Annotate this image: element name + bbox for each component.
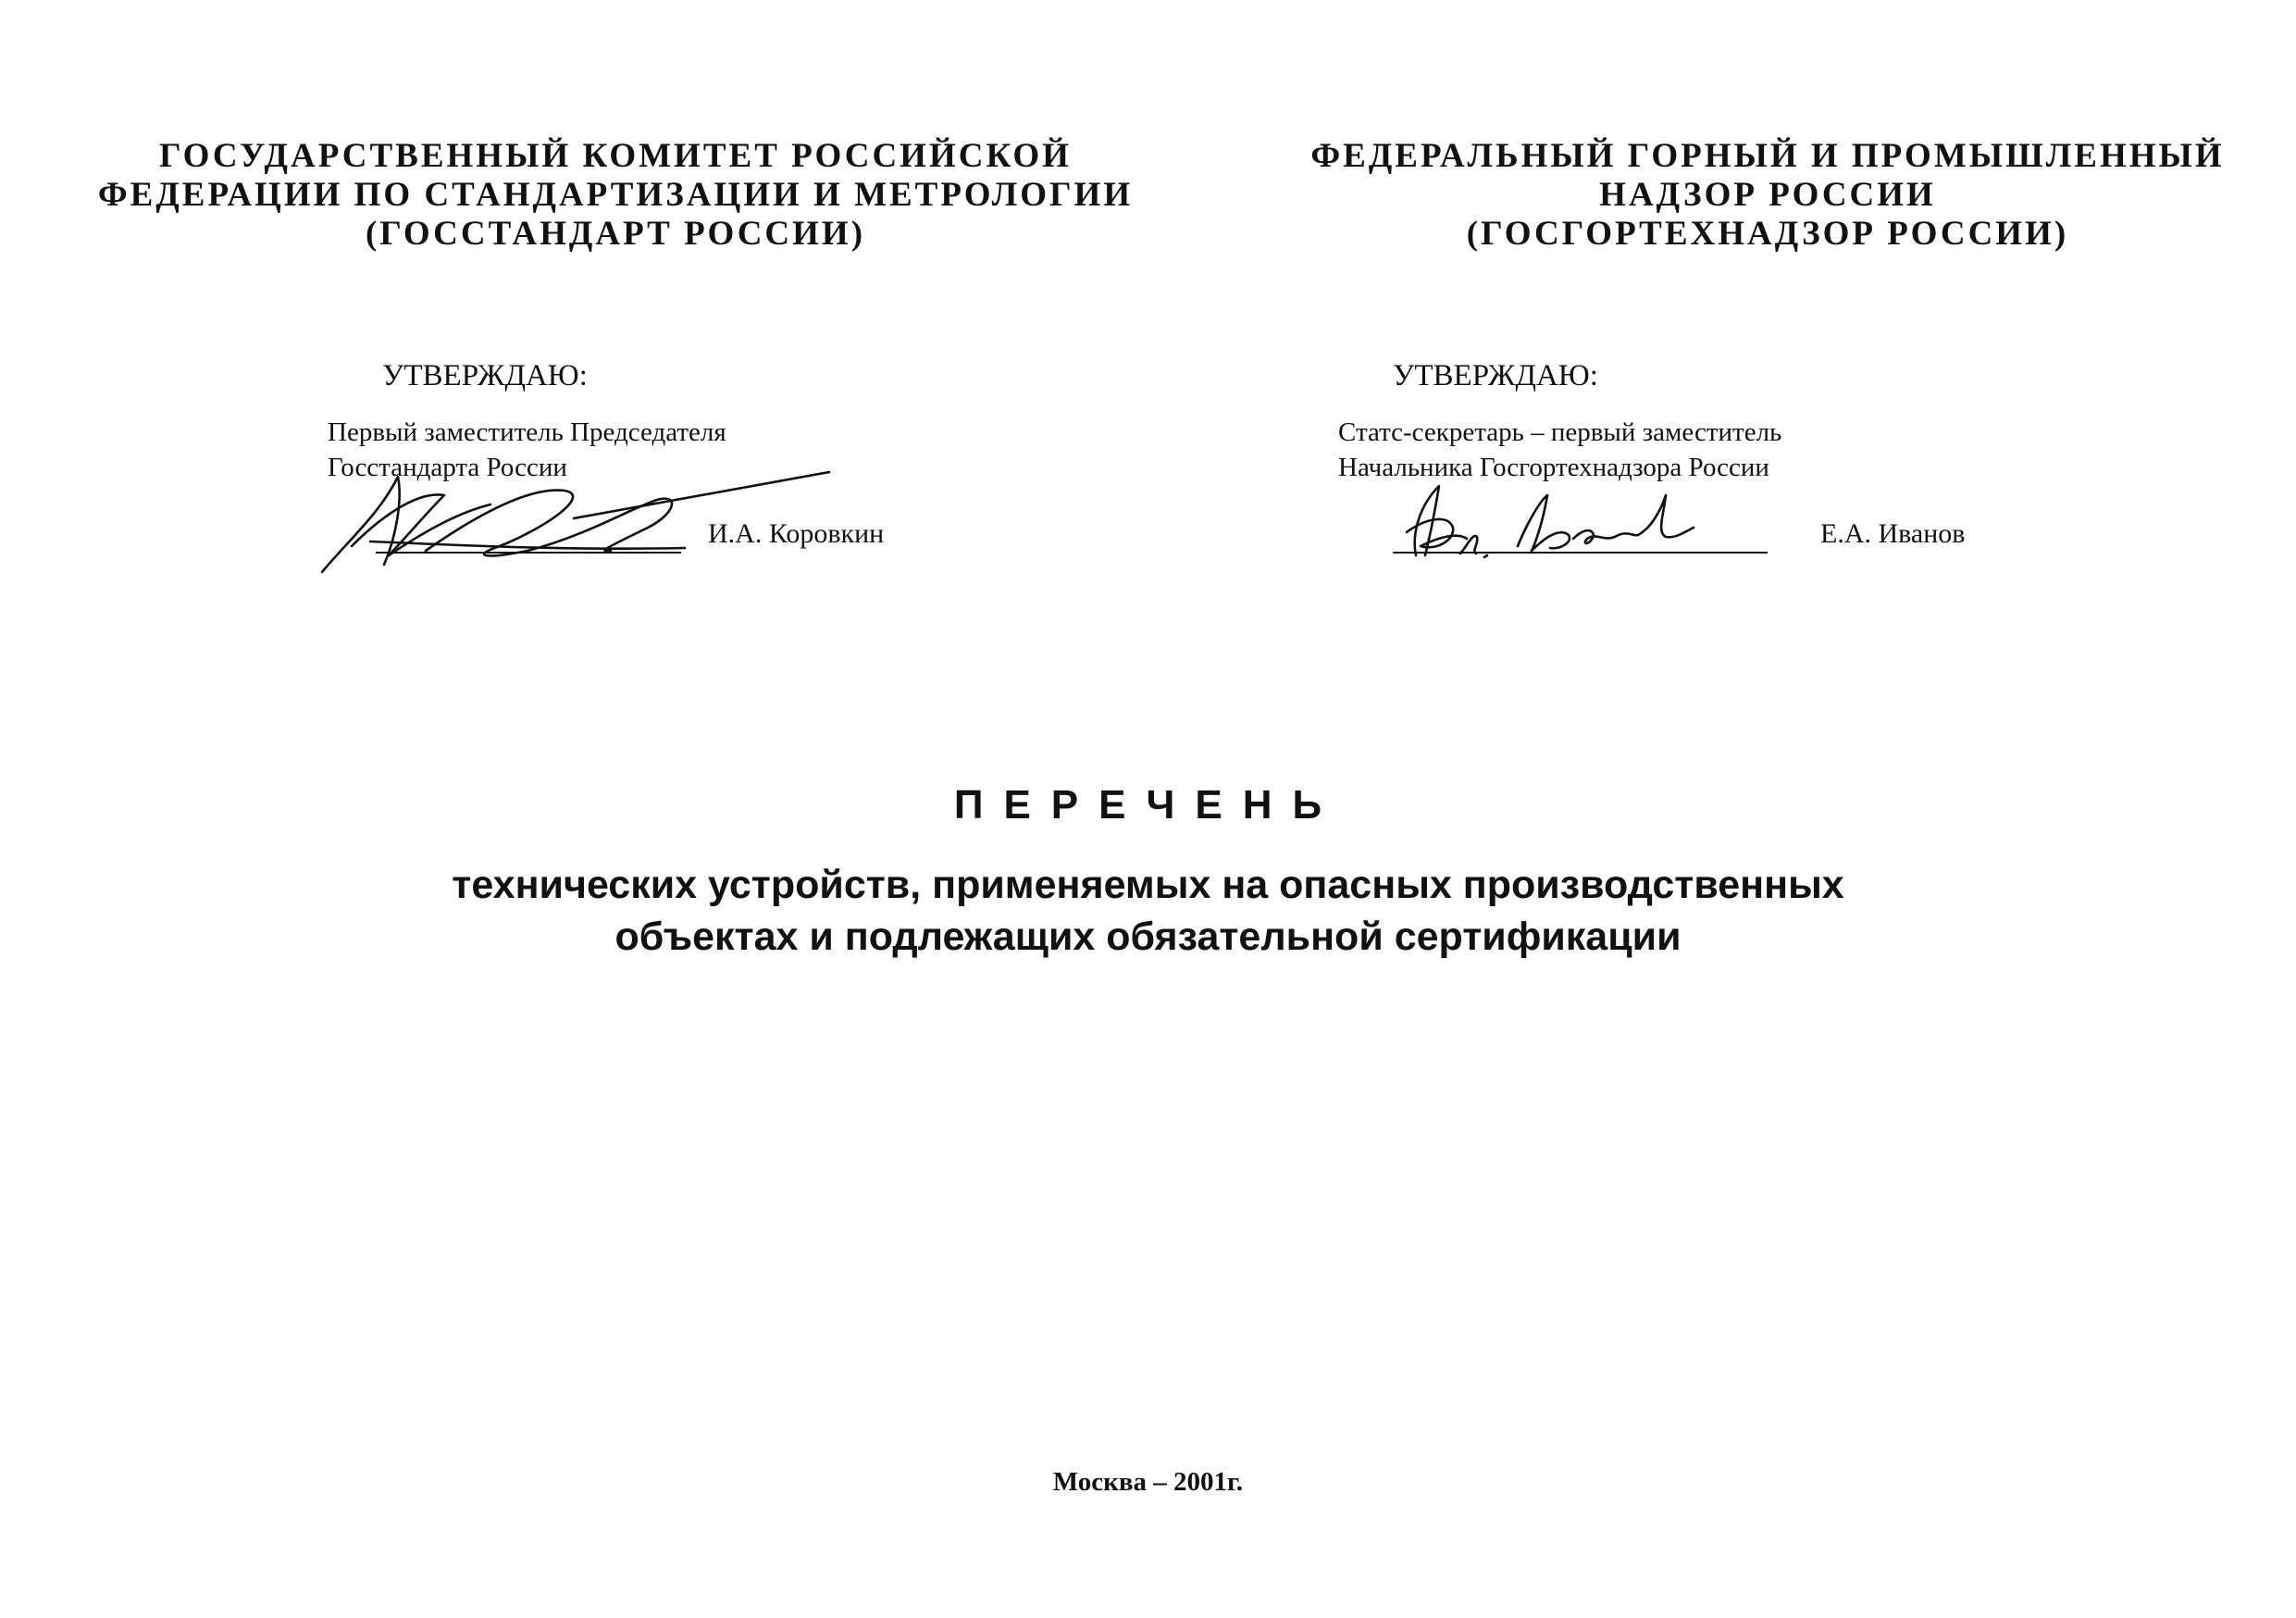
left-authority-line-2: ФЕДЕРАЦИИ ПО СТАНДАРТИЗАЦИИ И МЕТРОЛОГИИ [97, 176, 1134, 214]
left-authority-line-3: (ГОССТАНДАРТ РОССИИ) [365, 215, 866, 253]
left-authority-line-1: ГОСУДАРСТВЕННЫЙ КОМИТЕТ РОССИЙСКОЙ [159, 137, 1072, 175]
right-authority-line-2: НАДЗОР РОССИИ [1599, 176, 1936, 214]
right-signer-position [1338, 415, 1781, 485]
right-approve-label: УТВЕРЖДАЮ: [1393, 359, 1598, 392]
document-subtitle-line-2: объектах и подлежащих обязательной сертификации [614, 915, 1682, 959]
document-subtitle-line-1: технических устройств, применяемых на опасных производственных [452, 863, 1844, 907]
left-signer-name: И.А. Коровкин [708, 518, 885, 549]
left-approve-label: УТВЕРЖДАЮ: [382, 359, 588, 392]
left-position-line-2: Госстандарта России [328, 453, 567, 482]
document-title: ПЕРЕЧЕНЬ [953, 782, 1343, 828]
right-authority-line-1: ФЕДЕРАЛЬНЫЙ ГОРНЫЙ И ПРОМЫШЛЕННЫЙ [1310, 137, 2225, 175]
right-authority-header [1231, 137, 2296, 254]
document-subtitle [0, 859, 2296, 963]
left-authority-header [83, 137, 1148, 254]
right-signer-name: Е.А. Иванов [1820, 518, 1966, 549]
right-position-line-2: Начальника Госгортехнадзора России [1338, 453, 1769, 482]
right-authority-line-3: (ГОСГОРТЕХНАДЗОР РОССИИ) [1466, 215, 2069, 253]
left-position-line-1: Первый заместитель Председателя [328, 417, 726, 447]
right-position-line-1: Статс-секретарь – первый заместитель [1338, 417, 1782, 447]
footer-place-year: Москва – 2001г. [1052, 1467, 1244, 1497]
right-handwritten-signature [1388, 481, 1703, 565]
